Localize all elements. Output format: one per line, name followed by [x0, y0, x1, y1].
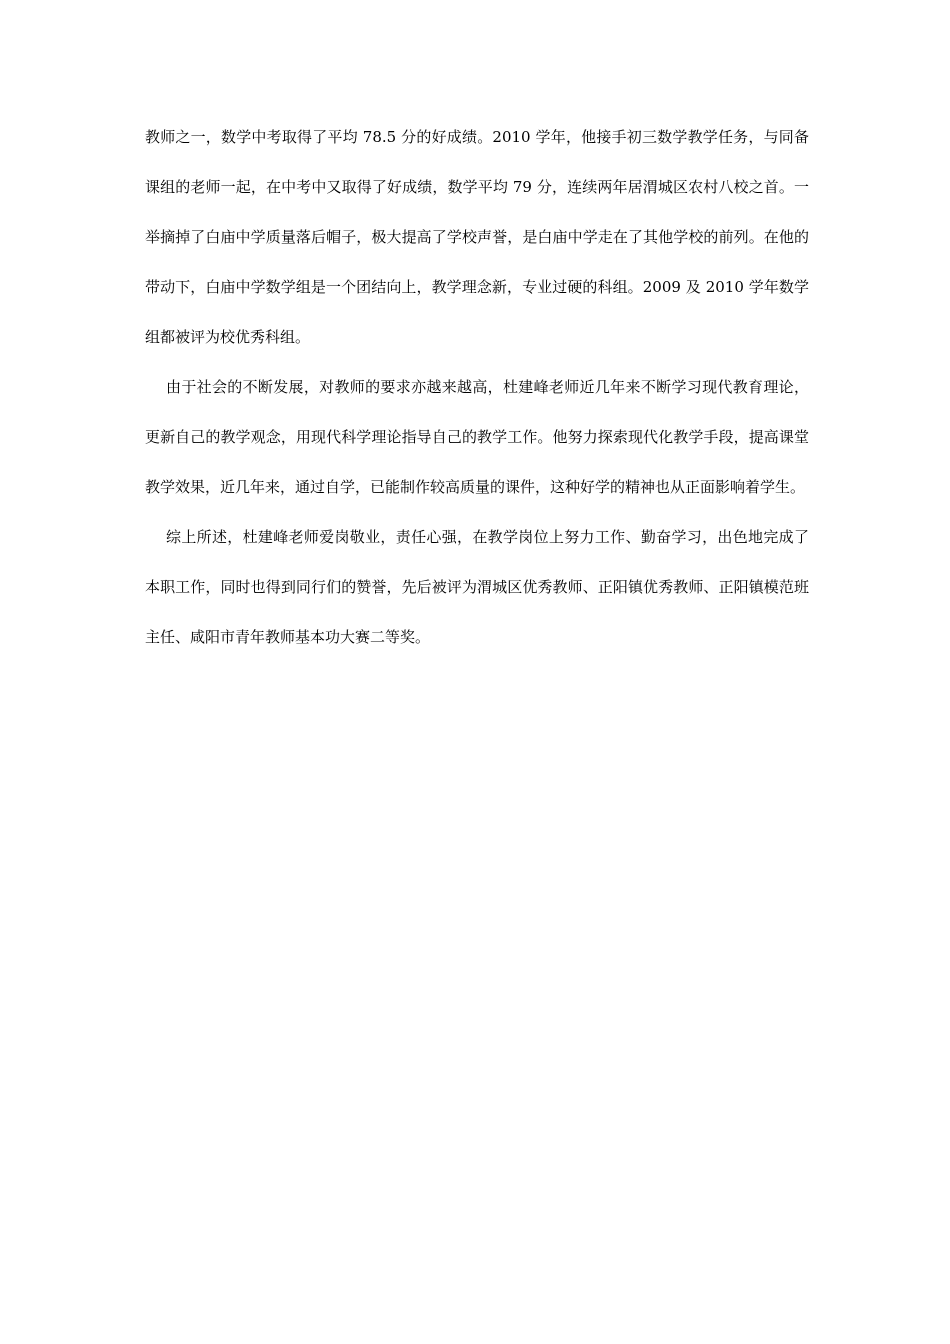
paragraph-3: 综上所述，杜建峰老师爱岗敬业，责任心强，在教学岗位上努力工作、勤奋学习，出色地完成了本职工作，同时也得到同行们的赞誉，先后被评为渭城区优秀教师、正阳镇优秀教师、正阳镇模范班主任、咸阳市青年教师基本功大赛二等奖。	[145, 528, 809, 646]
paragraph-1: 教师之一，数学中考取得了平均 78.5 分的好成绩。2010 学年，他接手初三数学教学任务，与同备课组的老师一起，在中考中又取得了好成绩，数学平均 79 分，连续两年居渭城区农村八校之首。一举摘掉了白庙中学质量落后帽子，极大提高了学校声誉，是白庙中学走在了其他学校的前列。在他的带动下，白庙中学数学组是一个团结向上，教学理念新，专业过硬的科组。2009 及 2010 学年数学组都被评为校优秀科组。	[145, 128, 809, 346]
paragraph-2: 由于社会的不断发展，对教师的要求亦越来越高，杜建峰老师近几年来不断学习现代教育理论，更新自己的教学观念，用现代科学理论指导自己的教学工作。他努力探索现代化教学手段，提高课堂教学效果，近几年来，通过自学，已能制作较高质量的课件，这种好学的精神也从正面影响着学生。	[145, 378, 809, 496]
document-body	[145, 112, 809, 662]
